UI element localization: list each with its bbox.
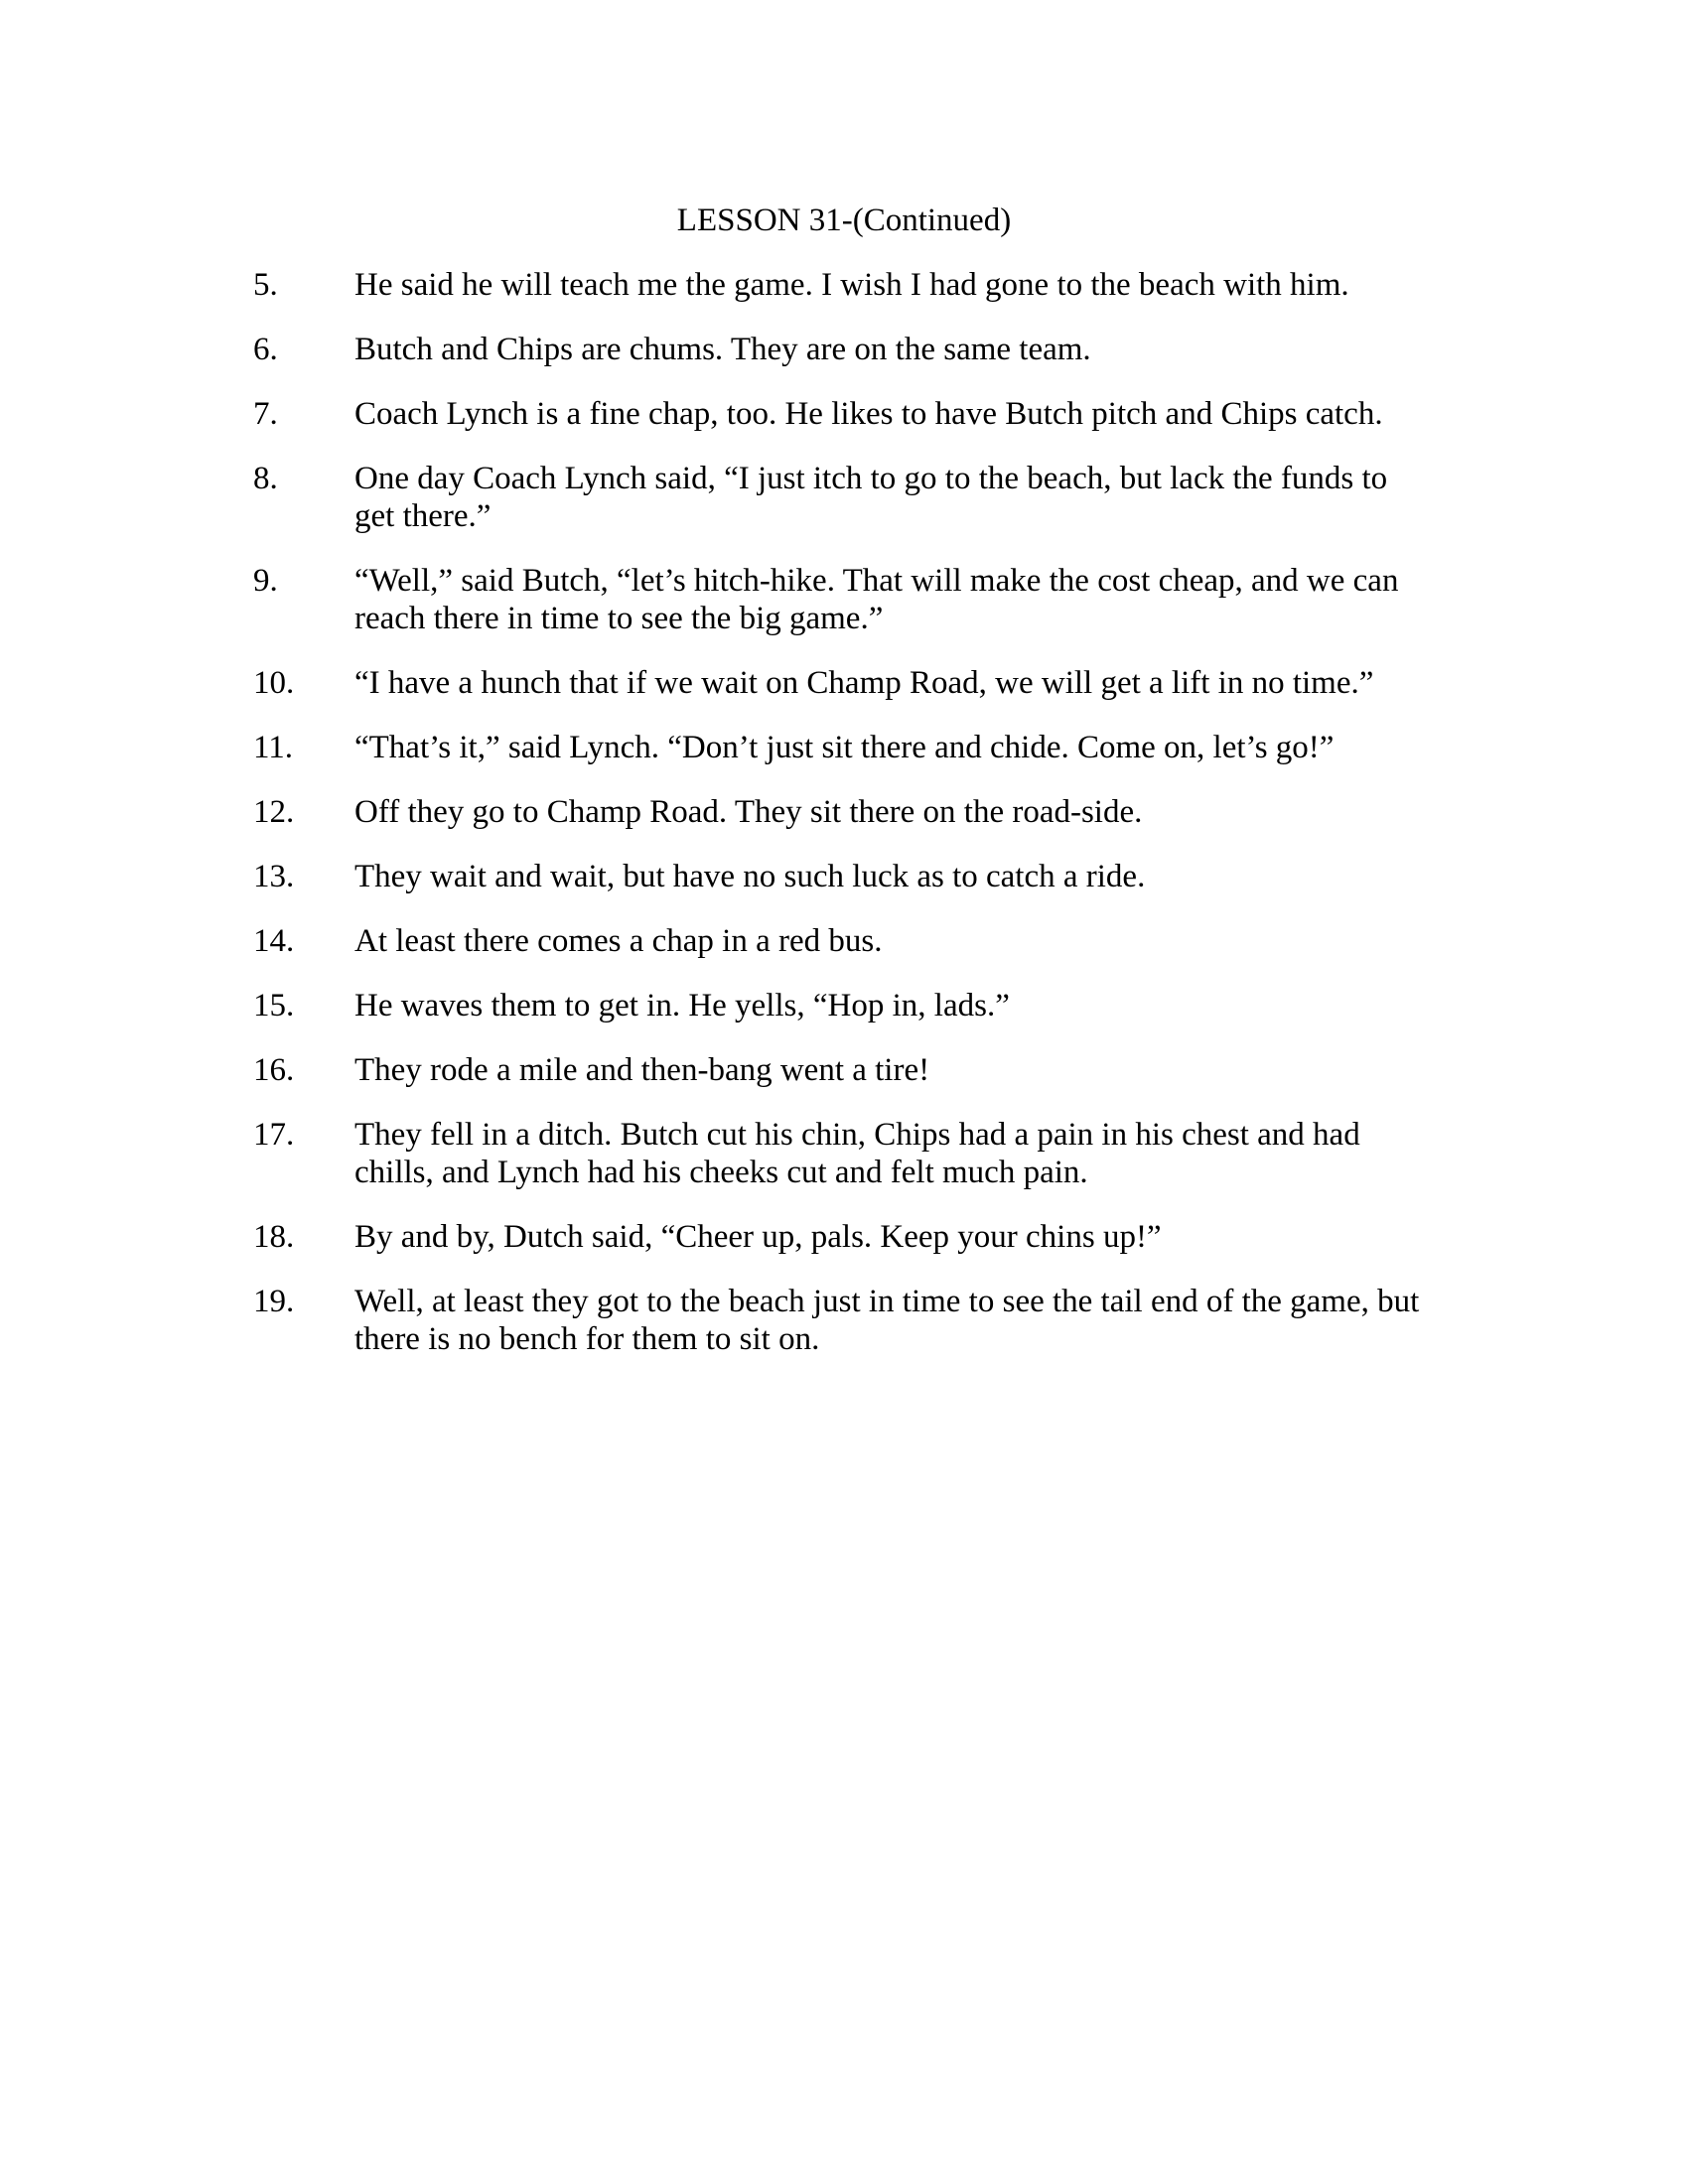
- item-number: 9.: [253, 563, 278, 599]
- list-item: [253, 664, 1688, 702]
- item-number: 6.: [253, 332, 278, 367]
- item-text: They fell in a ditch. Butch cut his chin, Chips had a pain in his chest and had chills, and Lynch had his cheeks cut and felt much pain.: [354, 1117, 1360, 1190]
- item-text: They rode a mile and then-bang went a tire!: [354, 1052, 930, 1088]
- item-number: 14.: [253, 923, 295, 959]
- item-number: 13.: [253, 859, 295, 894]
- item-number: 18.: [253, 1219, 295, 1255]
- list-item: [253, 1283, 1688, 1358]
- list-item: [253, 266, 1688, 304]
- list-item: [253, 793, 1688, 831]
- list-item: [253, 729, 1688, 766]
- item-text: He waves them to get in. He yells, “Hop in, lads.”: [354, 988, 1010, 1024]
- list-item: [253, 460, 1688, 535]
- item-number: 5.: [253, 267, 278, 303]
- list-item: [253, 1218, 1688, 1256]
- list-item: [253, 395, 1688, 433]
- item-text: By and by, Dutch said, “Cheer up, pals. Keep your chins up!”: [354, 1219, 1162, 1255]
- list-item: [253, 987, 1688, 1024]
- list-item: [253, 922, 1688, 960]
- item-number: 19.: [253, 1284, 295, 1319]
- document-content: [0, 202, 1688, 1385]
- item-number: 11.: [253, 730, 294, 765]
- item-text: At least there comes a chap in a red bus.: [354, 923, 883, 959]
- sentence-list: [0, 266, 1688, 1358]
- item-text: Off they go to Champ Road. They sit there on the road-side.: [354, 794, 1143, 830]
- item-number: 10.: [253, 665, 295, 701]
- list-item: [253, 562, 1688, 637]
- page-title: LESSON 31-(Continued): [676, 203, 1012, 238]
- item-text: He said he will teach me the game. I wish I had gone to the beach with him.: [354, 267, 1349, 303]
- list-item: [253, 1051, 1688, 1089]
- item-text: Coach Lynch is a fine chap, too. He likes to have Butch pitch and Chips catch.: [354, 396, 1383, 432]
- item-number: 7.: [253, 396, 278, 432]
- item-number: 16.: [253, 1052, 295, 1088]
- item-number: 8.: [253, 461, 278, 496]
- item-text: “That’s it,” said Lynch. “Don’t just sit there and chide. Come on, let’s go!”: [354, 730, 1335, 765]
- item-text: Well, at least they got to the beach just in time to see the tail end of the game, but there is no bench for them to sit on.: [354, 1284, 1420, 1357]
- item-text: They wait and wait, but have no such luck as to catch a ride.: [354, 859, 1146, 894]
- item-text: Butch and Chips are chums. They are on the same team.: [354, 332, 1091, 367]
- item-number: 12.: [253, 794, 295, 830]
- item-text: One day Coach Lynch said, “I just itch to go to the beach, but lack the funds to get there.”: [354, 461, 1388, 534]
- item-text: “I have a hunch that if we wait on Champ Road, we will get a lift in no time.”: [354, 665, 1374, 701]
- list-item: [253, 331, 1688, 368]
- item-number: 17.: [253, 1117, 295, 1153]
- list-item: [253, 1116, 1688, 1191]
- item-number: 15.: [253, 988, 295, 1024]
- list-item: [253, 858, 1688, 895]
- item-text: “Well,” said Butch, “let’s hitch-hike. That will make the cost cheap, and we can reach there in time to see the big game.”: [354, 563, 1399, 636]
